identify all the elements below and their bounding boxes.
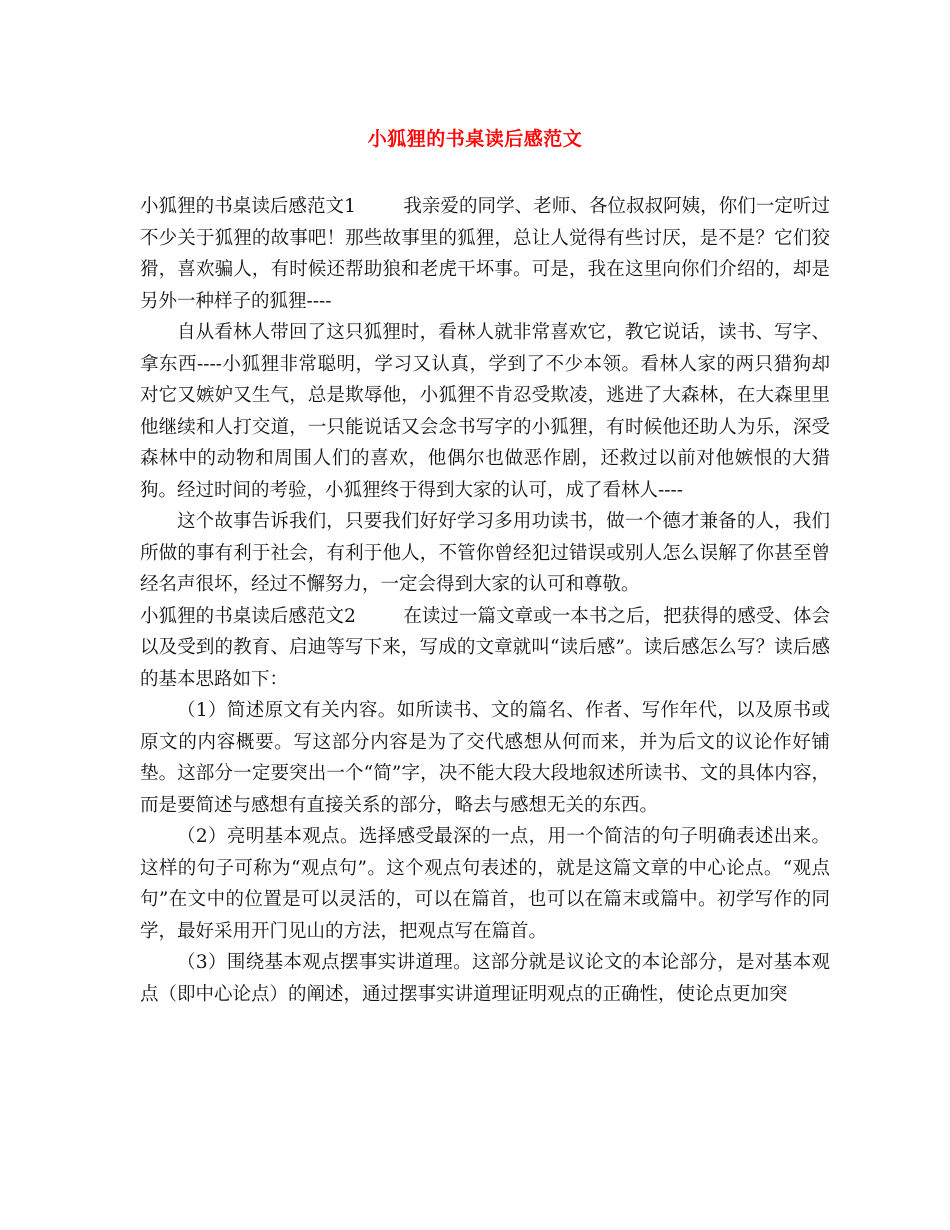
document-title: 小狐狸的书桌读后感范文 (367, 128, 583, 150)
essay-2-label: 小狐狸的书桌读后感范文2 (140, 605, 356, 627)
paragraph-essay-2 (140, 601, 830, 696)
paragraph: （3）围绕基本观点摆事实讲道理。这部分就是议论文的本论部分，是对基本观点（即中心论点）的阐述，通过摆事实讲道理证明观点的正确性，使论点更加突 (140, 952, 830, 1005)
document-body (140, 191, 830, 1010)
paragraph: （2）亮明基本观点。选择感受最深的一点，用一个简洁的句子明确表述出来。这样的句子可称为“观点句”。这个观点句表述的，就是这篇文章的中心论点。“观点句”在文中的位置是可以灵活的，可以在篇首，也可以在篇末或篇中。初学写作的同学，最好采用开门见山的方法，把观点写在篇首。 (140, 826, 830, 942)
paragraph: 这个故事告诉我们，只要我们好好学习多用功读书，做一个德才兼备的人，我们所做的事有利于社会，有利于他人，不管你曾经犯过错误或别人怎么误解了你甚至曾经名声很坏，经过不懈努力，一定会得到大家的认可和尊敬。 (140, 511, 830, 595)
paragraph-text: 在读过一篇文章或一本书之后，把获得的感受、体会以及受到的教育、启迪等写下来，写成的文章就叫“读后感”。读后感怎么写？读后感的基本思路如下： (140, 605, 830, 690)
paragraph: 自从看林人带回了这只狐狸时，看林人就非常喜欢它，教它说话，读书、写字、拿东西----小狐狸非常聪明，学习又认真，学到了不少本领。看林人家的两只猎狗却对它又嫉妒又生气，总是欺辱他，小狐狸不肯忍受欺凌，逃进了大森林，在大森里里他继续和人打交道，一只能说话又会念书写字的小狐狸，有时候他还助人为乐，深受森林中的动物和周围人们的喜欢，他偶尔也做恶作剧，还救过以前对他嫉恨的大猎狗。经过时间的考验，小狐狸终于得到大家的认可，成了看林人---- (140, 322, 830, 501)
paragraph-essay-1 (140, 191, 830, 317)
paragraph: （1）简述原文有关内容。如所读书、文的篇名、作者、写作年代，以及原书或原文的内容概要。写这部分内容是为了交代感想从何而来，并为后文的议论作好铺垫。这部分一定要突出一个“简”字，决不能大段大段地叙述所读书、文的具体内容，而是要简述与感想有直接关系的部分，略去与感想无关的东西。 (140, 700, 830, 816)
essay-1-label: 小狐狸的书桌读后感范文1 (140, 196, 356, 217)
paragraph-text: 我亲爱的同学、老师、各位叔叔阿姨，你们一定听过不少关于狐狸的故事吧！那些故事里的狐狸，总让人觉得有些讨厌，是不是？它们狡猾，喜欢骗人，有时候还帮助狼和老虎干坏事。可是，我在这里向你们介绍的，却是另外一种样子的狐狸---- (140, 196, 830, 312)
